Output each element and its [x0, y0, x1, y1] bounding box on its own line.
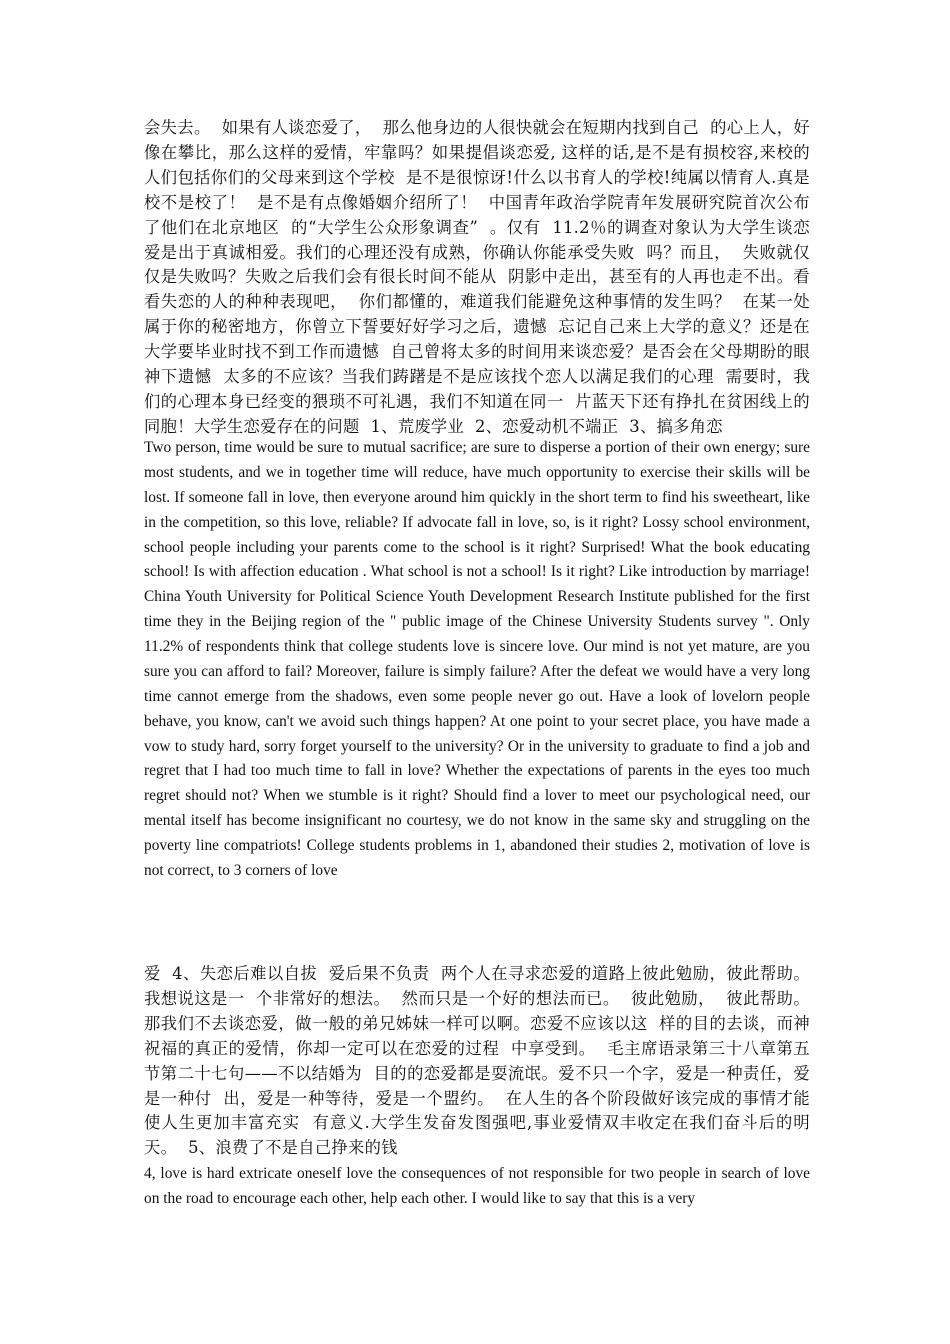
- paragraph-english-1: Two person, time would be sure to mutual sacrifice; are sure to disperse a portion of their own energy; sure most students, and we in together time will reduce, have much opportunity to exercise their skills will be lost. If someone fall in love, then everyone around him quickly in the short term to find his sweetheart, like in the competition, so this love, reliable? If advocate fall in love, so, is it right? Lossy school environment, school people including your parents come to the school is it right? Surprised! What the book educating school! Is with affection education . What school is not a school! Is it right? Like introduction by marriage! China Youth University for Political Science Youth Development Research Institute published for the first time they in the Beijing region of the " public image of the Chinese University Students survey ". Only 11.2% of respondents think that college students love is sincere love. Our mind is not yet mature, are you sure you can afford to fail? Moreover, failure is simply failure? After the defeat we would have a very long time cannot emerge from the shadows, even some people never go out. Have a look of lovelorn people behave, you know, can't we avoid such things happen? At one point to your secret place, you have made a vow to study hard, sorry forget yourself to the university? Or in the university to graduate to find a job and regret that I had too much time to fall in love? Whether the expectations of parents in the eyes too much regret should not? When we stumble is it right? Should find a lover to meet our psychological need, our mental itself has become insignificant no courtesy, we do not know in the same sky and struggling on the poverty line compatriots! College students problems in 1, abandoned their studies 2, motivation of love is not correct, to 3 corners of love: [144, 439, 810, 879]
- paragraph-chinese-2: 爱 4、失恋后难以自拔 爱后果不负责 两个人在寻求恋爱的道路上彼此勉励，彼此帮助。我想说这是一 个非常好的想法。 然而只是一个好的想法而已。 彼此勉励， 彼此帮助。 那我们不去谈恋爱，做一般的弟兄姊妹一样可以啊。恋爱不应该以这 样的目的去谈，而神祝福的真正的爱情，你却一定可以在恋爱的过程 中享受到。 毛主席语录第三十八章第五节第二十七句——不以结婚为 目的的恋爱都是耍流氓。爱不只一个字，爱是一种责任，爱是一种付 出，爱是一种等待，爱是一个盟约。 在人生的各个阶段做好该完成的事情才能使人生更加丰富充实 有意义.大学生发奋发图强吧,事业爱情双丰收定在我们奋斗后的明 天。 5、浪费了不是自己挣来的钱: [144, 964, 821, 1158]
- paragraph-chinese-1: 会失去。 如果有人谈恋爱了， 那么他身边的人很快就会在短期内找到自己 的心上人，好像在攀比，那么这样的爱情，牢靠吗？如果提倡谈恋爱, 这样的话,是不是有损校容,来校的人们包括你们的父母来到这个学校 是不是很惊讶!什么以书育人的学校!纯属以情育人.真是校不是校了！ 是不是有点像婚姻介绍所了！ 中国青年政治学院青年发展研究院首次公布了他们在北京地区 的“大学生公众形象调查” 。仅有 11.2％的调查对象认为大学生谈恋 爱是出于真诚相爱。我们的心理还没有成熟，你确认你能承受失败 吗？而且， 失败就仅仅是失败吗？失败之后我们会有很长时间不能从 阴影中走出，甚至有的人再也走不出。看看失恋的人的种种表现吧， 你们都懂的，难道我们能避免这种事情的发生吗？ 在某一处属于你的秘密地方，你曾立下誓要好好学习之后，遗憾 忘记自己来上大学的意义？还是在大学要毕业时找不到工作而遗憾 自己曾将太多的时间用来谈恋爱？是否会在父母期盼的眼神下遗憾 太多的不应该？当我们踌躇是不是应该找个恋人以满足我们的心理 需要时，我们的心理本身已经变的猥琐不可礼遇，我们不知道在同一 片蓝天下还有挣扎在贫困线上的同胞！大学生恋爱存在的问题 1、荒废学业 2、恋爱动机不端正 3、搞多角恋: [144, 118, 821, 436]
- paragraph-english-2: 4, love is hard extricate oneself love the consequences of not responsible for two people in search of love on the road to encourage each other, help each other. I would like to say that this is a very: [144, 1165, 810, 1207]
